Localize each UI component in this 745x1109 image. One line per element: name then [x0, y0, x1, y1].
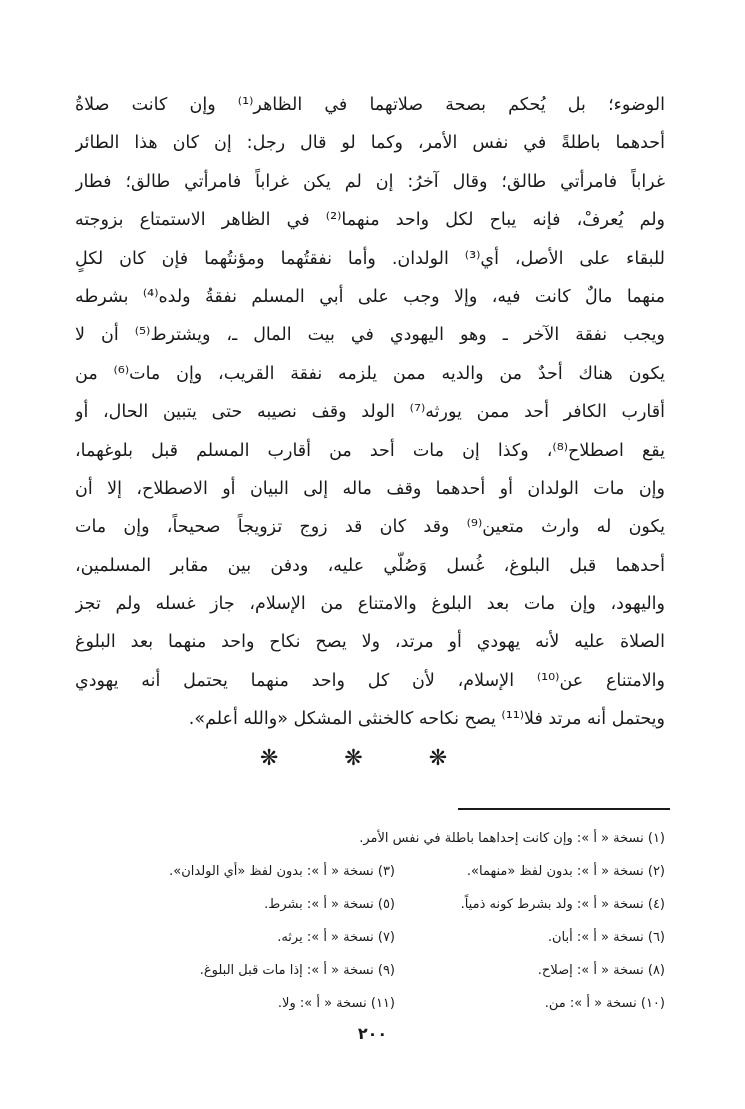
footnote-4: (٤) نسخة « أ »: ولد بشرط كونه ذمياً. — [460, 897, 665, 912]
footnotes — [65, 822, 665, 1020]
footnote-row — [65, 921, 665, 954]
footnote-3: (٣) نسخة « أ »: بدون لفظ «أي الولدان». — [169, 864, 395, 879]
text-line: أحدهما باطلةً في نفس الأمر، وكما لو قال رجل: إن كان هذا الطائر — [75, 133, 665, 154]
footnote-9: (٩) نسخة « أ »: إذا مات قبل البلوغ. — [199, 963, 395, 978]
footnote-row — [65, 855, 665, 888]
footnote-8: (٨) نسخة « أ »: إصلاح. — [537, 963, 665, 978]
asterism-icon: ❋ — [428, 746, 486, 771]
footnote-11: (١١) نسخة « أ »: ولا. — [277, 996, 395, 1011]
text-line: واليهود، وإن مات بعد البلوغ والامتناع من الإسلام، جاز غسله ولم تجز — [75, 594, 665, 615]
text-line: الصلاة عليه لأنه يهودي أو مرتد، ولا يصح نكاح واحد منهما بعد البلوغ — [75, 632, 665, 653]
text-line: غراباً فامرأتي طالق؛ وقال آخرُ: إن لم يكن غراباً فامرأتي طالق؛ فطار — [75, 171, 665, 192]
text-line: أقارب الكافر أحد ممن يورثه⁽⁷⁾ الولد وقف نصيبه حتى يتبين الحال، أو — [75, 402, 665, 423]
footnote-row — [65, 987, 665, 1020]
main-text — [75, 86, 665, 739]
text-line: ولم يُعرفْ، فإنه يباح لكل واحد منهما⁽²⁾ في الظاهر الاستمتاع بزوجته — [75, 210, 665, 231]
footnote-row — [65, 954, 665, 987]
footnote-5: (٥) نسخة « أ »: بشرط. — [264, 897, 395, 912]
text-line: للبقاء على الأصل، أي⁽³⁾ الولدان. وأما نفقتُهما ومؤنتُهما فإن كان لكلٍ — [75, 248, 665, 269]
footnote-10: (١٠) نسخة « أ »: من. — [544, 996, 665, 1011]
text-line: يكون هناك أحدٌ من والديه ممن يلزمه نفقة القريب، وإن مات⁽⁶⁾ من — [75, 363, 665, 384]
footnote-1: (١) نسخة « أ »: وإن كانت إحداهما باطلة في نفس الأمر. — [359, 831, 665, 846]
text-line: والامتناع عن⁽¹⁰⁾ الإسلام، لأن كل واحد منهما يحتمل أنه يهودي — [75, 670, 665, 691]
text-line: ويجب نفقة الآخر ـ وهو اليهودي في بيت المال ـ، ويشترط⁽⁵⁾ أن لا — [75, 325, 665, 346]
footnote-2: (٢) نسخة « أ »: بدون لفظ «منهما». — [466, 864, 665, 879]
text-line: ويحتمل أنه مرتد فلا⁽¹¹⁾ يصح نكاحه كالخنثى المشكل «والله أعلم». — [188, 709, 665, 730]
text-line: يقع اصطلاح⁽⁸⁾، وكذا إن مات أحد من أقارب المسلم قبل بلوغهما، — [75, 440, 665, 461]
section-separator — [0, 746, 745, 771]
asterism-icon: ❋ — [259, 746, 317, 771]
asterism-icon: ❋ — [344, 746, 401, 771]
footnote-6: (٦) نسخة « أ »: أبان. — [547, 930, 665, 945]
text-line: يكون له وارث متعين⁽⁹⁾ وقد كان قد زوج تزويجاً صحيحاً، وإن مات — [75, 517, 665, 538]
text-line: وإن مات الولدان أو أحدهما وقف ماله إلى البيان أو الاصطلاح، إلا أن — [75, 478, 665, 499]
footnote-divider — [458, 808, 670, 810]
footnote-row — [65, 888, 665, 921]
footnote-row — [65, 822, 665, 855]
text-line: الوضوء؛ بل يُحكم بصحة صلاتهما في الظاهر⁽¹⁾ وإن كانت صلاةُ — [75, 95, 665, 115]
page-number: ٢٠٠ — [357, 1024, 388, 1043]
text-line: أحدهما قبل البلوغ، غُسل وَصُلّي عليه، ودفن بين مقابر المسلمين، — [75, 555, 665, 576]
footnote-7: (٧) نسخة « أ »: يرثه. — [277, 930, 395, 945]
text-line: منهما مالٌ كانت فيه، وإلا وجب على أبي المسلم نفقةُ ولده⁽⁴⁾ بشرطه — [75, 286, 665, 307]
